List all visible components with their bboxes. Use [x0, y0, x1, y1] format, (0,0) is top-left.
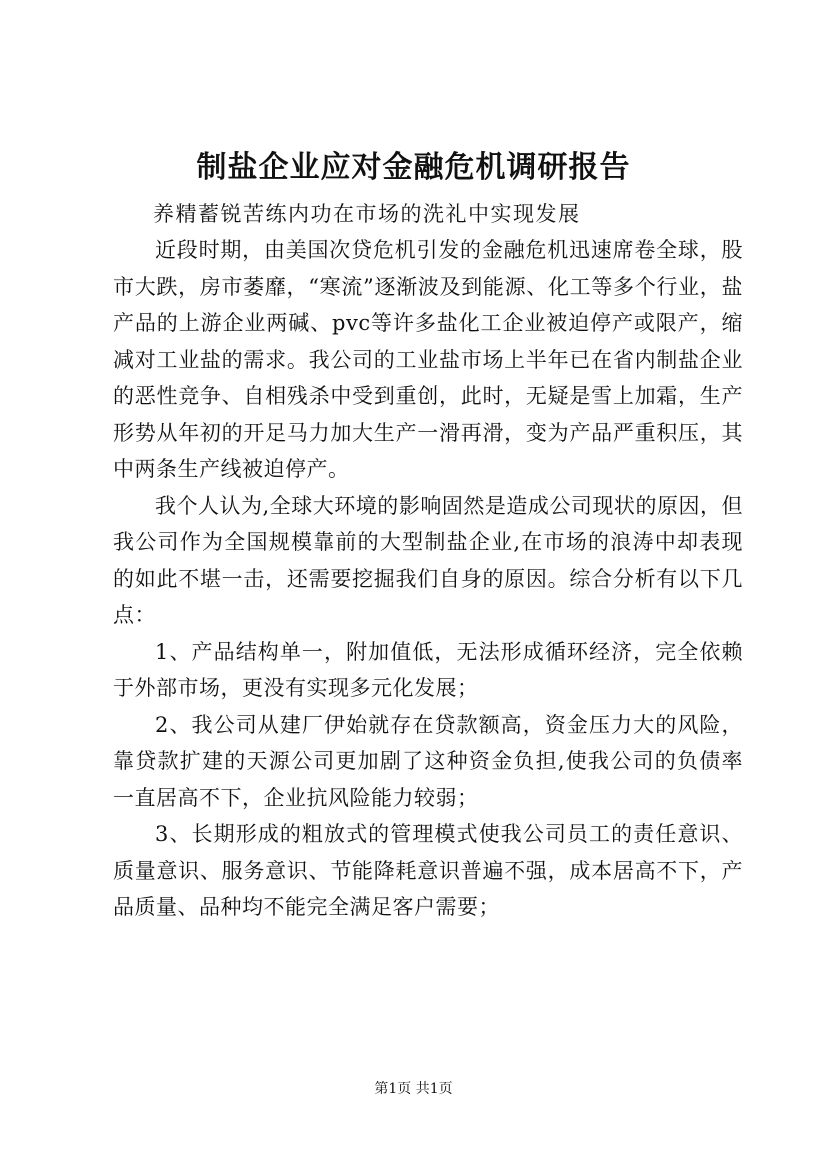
paragraph: 1、产品结构单一，附加值低，无法形成循环经济，完全依赖于外部市场，更没有实现多元化发展；: [113, 639, 743, 700]
document-body: [113, 232, 743, 926]
paragraph: 2、我公司从建厂伊始就存在贷款额高，资金压力大的风险，靠贷款扩建的天源公司更加剧了这种资金负担,使我公司的负债率一直居高不下，企业抗风险能力较弱；: [113, 712, 743, 810]
paragraph: 我个人认为,全球大环境的影响固然是造成公司现状的原因，但我公司作为全国规模靠前的大型制盐企业,在市场的浪涛中却表现的如此不堪一击，还需要挖掘我们自身的原因。综合分析有以下几点：: [113, 493, 743, 627]
page-number: 第1页 共1页: [374, 1081, 453, 1097]
document-subtitle: 养精蓄锐苦练内功在市场的洗礼中实现发展: [153, 202, 581, 226]
document-title: 制盐企业应对金融危机调研报告: [196, 150, 631, 185]
paragraph: 3、长期形成的粗放式的管理模式使我公司员工的责任意识、质量意识、服务意识、节能降耗意识普遍不强，成本居高不下，产品质量、品种均不能完全满足客户需要；: [113, 822, 743, 919]
paragraph: 近段时期，由美国次贷危机引发的金融危机迅速席卷全球，股市大跌，房市萎靡，“寒流”逐渐波及到能源、化工等多个行业，盐产品的上游企业两碱、pvc等许多盐化工企业被迫停产或限产，缩减对工业盐的需求。我公司的工业盐市场上半年已在省内制盐企业的恶性竞争、自相残杀中受到重创，此时，无疑是雪上加霜，生产形势从年初的开足马力加大生产一滑再滑，变为产品严重积压，其中两条生产线被迫停产。: [113, 238, 743, 481]
